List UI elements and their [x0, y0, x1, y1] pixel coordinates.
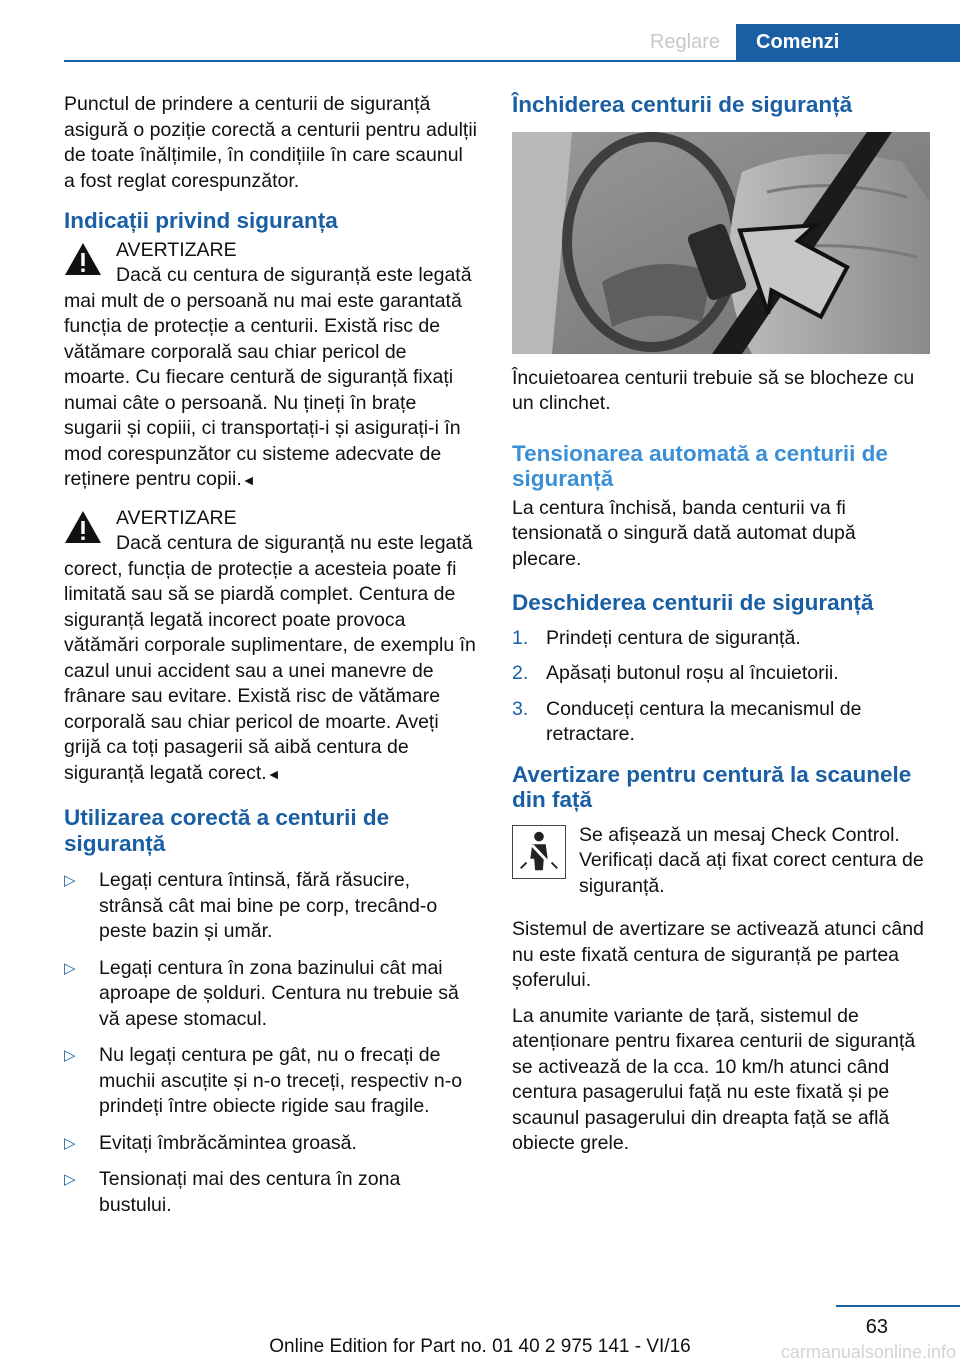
page-number: 63: [865, 1316, 888, 1338]
bullet-triangle-icon: ▷: [64, 959, 76, 977]
tab-comenzi[interactable]: Comenzi: [736, 24, 960, 60]
step-number: 1.: [512, 626, 529, 649]
warning-triangle-icon: [64, 510, 102, 544]
sistem-text: Sistemul de avertizare se activează atunci când nu este fixată centura de siguranță pe partea șoferului.: [512, 918, 924, 991]
list-item-text: Tensionați mai des centura în zona bustului.: [99, 1168, 401, 1216]
list-item: [64, 1043, 478, 1120]
warning-block-2: [64, 506, 478, 788]
warning-text-first-line: Dacă centura de siguranță nu este legată: [116, 532, 473, 554]
variante-text: La anumite variante de țară, sistemul de atenționare pentru fixarea centurii de siguranță se activează de la cca. 10 km/h atunci când centura pasagerului față nu este fixată și pe scaunul pasagerului din dreapta față se află obiecte grele.: [512, 1004, 916, 1154]
warning-text: [64, 557, 478, 788]
warning-text: [64, 289, 478, 494]
footer-rule: [836, 1305, 960, 1307]
heading-indicatii: Indicații privind siguranța: [64, 208, 338, 233]
edition-line: Online Edition for Part no. 01 40 2 975 141 - VI/16: [269, 1336, 691, 1357]
step-item: [512, 697, 930, 748]
heading-tensionare: Tensionarea automată a centurii de siguranță: [512, 440, 888, 491]
tab-reglare[interactable]: Reglare: [649, 30, 721, 53]
step-item: [512, 661, 930, 687]
left-column: [64, 92, 478, 1229]
check-control-text: Se afișează un mesaj Check Control. Verificați dacă ați fixat corect centura de siguranță.: [579, 823, 924, 897]
list-item: [64, 956, 478, 1033]
list-item-text: Legați centura în zona bazinului cât mai aproape de șolduri. Centura nu trebuie să vă apese stomacul.: [99, 956, 459, 1030]
heading-avertizare: Avertizare pentru centură la scaunele din față: [512, 761, 912, 812]
warning-text-rest: mai mult de o persoană nu mai este garantată funcția de protecție a centurii. Există risc de vătămare corporală sau chiar pericol de moarte. Cu fiecare centură de siguranță fixați numai câte o persoană. Nu țineți în brațe sugarii și copiii, ci transportați-i și asigurați-i în mod corespunzător cu sisteme adecvate de reținere pentru copii.: [64, 289, 462, 490]
watermark: carmanualsonline.info: [780, 1342, 956, 1362]
step-number: 2.: [512, 662, 529, 684]
list-item-text: Legați centura întinsă, fără răsucire, strânsă cât mai bine pe corp, trecând-o peste bazin și umăr.: [99, 869, 438, 942]
warning-title: AVERTIZARE: [116, 238, 237, 261]
list-item: [64, 1167, 478, 1218]
list-item-text: Evitați îmbrăcămintea groasă.: [99, 1131, 357, 1154]
step-text: Apăsați butonul roșu al încuietorii.: [546, 662, 839, 684]
step-text: Conduceți centura la mecanismul de retractare.: [546, 697, 862, 745]
list-item-text: Nu legați centura pe gât, nu o frecați de muchii ascuțite și n-o treceți, respectiv n-o prindeți între obiecte rigide sau fragile.: [99, 1044, 463, 1117]
warning-triangle-icon: [64, 242, 102, 276]
seatbelt-warning-icon: [512, 825, 566, 879]
bullet-triangle-icon: ▷: [64, 1047, 76, 1064]
steps-list: [512, 626, 930, 748]
warning-text-rest: corect, funcția de protecție a acesteia poate fi limitată sau să se piardă complet. Centura de siguranță legată incorect poate provoca vătămări corporale suplimentare, de exemplu în cazul unui accident sau a unei manevre de frânare sau evitare. Există risc de vătămare corporală sau chiar pericol de moarte. Aveți grijă ca toți pasagerii să aibă centura de siguranță legată corect.: [64, 557, 476, 784]
inchidere-text: Încuietoarea centurii trebuie să se blocheze cu un clinchet.: [512, 366, 915, 414]
seatbelt-buckle-photo: [512, 132, 930, 354]
step-text: Prindeți centura de siguranță.: [546, 626, 801, 649]
end-mark: ◄: [266, 765, 281, 782]
step-item: [512, 626, 930, 652]
bullet-list: [64, 868, 478, 1218]
warning-text-first-line: Dacă cu centura de siguranță este legată: [116, 264, 472, 286]
check-control-block: [512, 823, 930, 900]
right-column: [512, 92, 930, 1157]
intro-paragraph: Punctul de prindere a centurii de siguranță asigură o poziție corectă a centurii pentru adulții de toate înălțimile, în condițiile în care scaunul a fost reglat corespunzător.: [64, 93, 477, 192]
bullet-triangle-icon: ▷: [64, 1134, 76, 1152]
list-item: [64, 1131, 478, 1157]
tensionare-text: La centura închisă, banda centurii va fi tensionată o singură dată automat după plecare.: [512, 496, 856, 570]
bullet-triangle-icon: ▷: [64, 1171, 76, 1188]
heading-inchidere: Închiderea centurii de siguranță: [512, 92, 853, 117]
heading-utilizare: Utilizarea corectă a centurii de siguranță: [64, 805, 390, 856]
heading-deschidere: Deschiderea centurii de siguranță: [512, 590, 874, 615]
warning-title: AVERTIZARE: [116, 506, 237, 529]
step-number: 3.: [512, 697, 529, 720]
bullet-triangle-icon: ▷: [64, 872, 76, 889]
warning-block-1: [64, 238, 478, 494]
list-item: [64, 868, 478, 945]
end-mark: ◄: [241, 472, 256, 488]
header-rule: [64, 60, 960, 62]
